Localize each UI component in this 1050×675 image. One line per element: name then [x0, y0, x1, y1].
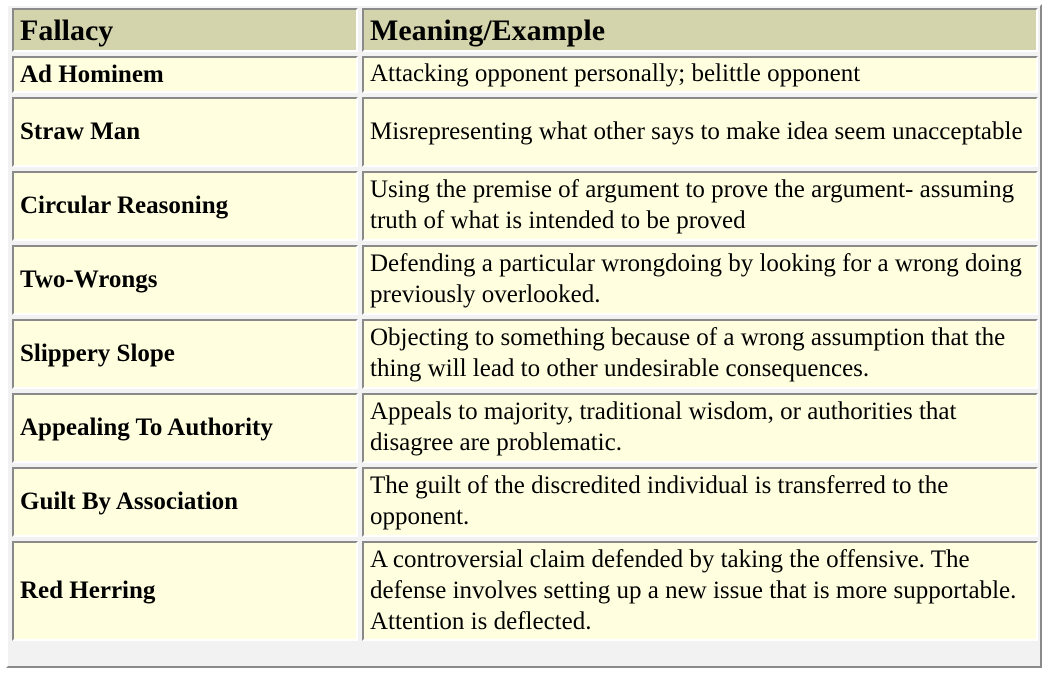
- fallacy-name: Circular Reasoning: [12, 171, 358, 241]
- fallacy-name: Appealing To Authority: [12, 393, 358, 463]
- header-fallacy: Fallacy: [12, 8, 358, 52]
- table-row: [12, 541, 1038, 641]
- fallacy-name: Guilt By Association: [12, 467, 358, 537]
- fallacy-meaning: Misrepresenting what other says to make idea seem unacceptable: [362, 97, 1038, 167]
- fallacy-meaning: Objecting to something because of a wrong assumption that the thing will lead to other undesirable consequences.: [362, 319, 1038, 389]
- fallacy-meaning: Attacking opponent personally; belittle opponent: [362, 56, 1038, 93]
- fallacy-name: Ad Hominem: [12, 56, 358, 93]
- fallacy-meaning: Appeals to majority, traditional wisdom, or authorities that disagree are problematic.: [362, 393, 1038, 463]
- table-row: [12, 319, 1038, 389]
- fallacy-meaning: The guilt of the discredited individual is transferred to the opponent.: [362, 467, 1038, 537]
- fallacy-table-frame: [6, 4, 1042, 668]
- table-row: [12, 97, 1038, 167]
- fallacy-meaning: Using the premise of argument to prove the argument- assuming truth of what is intended to be proved: [362, 171, 1038, 241]
- fallacy-name: Slippery Slope: [12, 319, 358, 389]
- fallacy-meaning: Defending a particular wrongdoing by looking for a wrong doing previously overlooked.: [362, 245, 1038, 315]
- header-meaning: Meaning/Example: [362, 8, 1038, 52]
- header-row: [12, 8, 1038, 52]
- fallacy-name: Red Herring: [12, 541, 358, 641]
- fallacy-name: Straw Man: [12, 97, 358, 167]
- table-row: [12, 245, 1038, 315]
- fallacy-meaning: A controversial claim defended by taking the offensive. The defense involves setting up a new issue that is more supportable. Attention is deflected.: [362, 541, 1038, 641]
- table-row: [12, 467, 1038, 537]
- table-row: [12, 171, 1038, 241]
- table-row: [12, 393, 1038, 463]
- fallacy-table: [8, 4, 1042, 645]
- table-row: [12, 56, 1038, 93]
- fallacy-name: Two-Wrongs: [12, 245, 358, 315]
